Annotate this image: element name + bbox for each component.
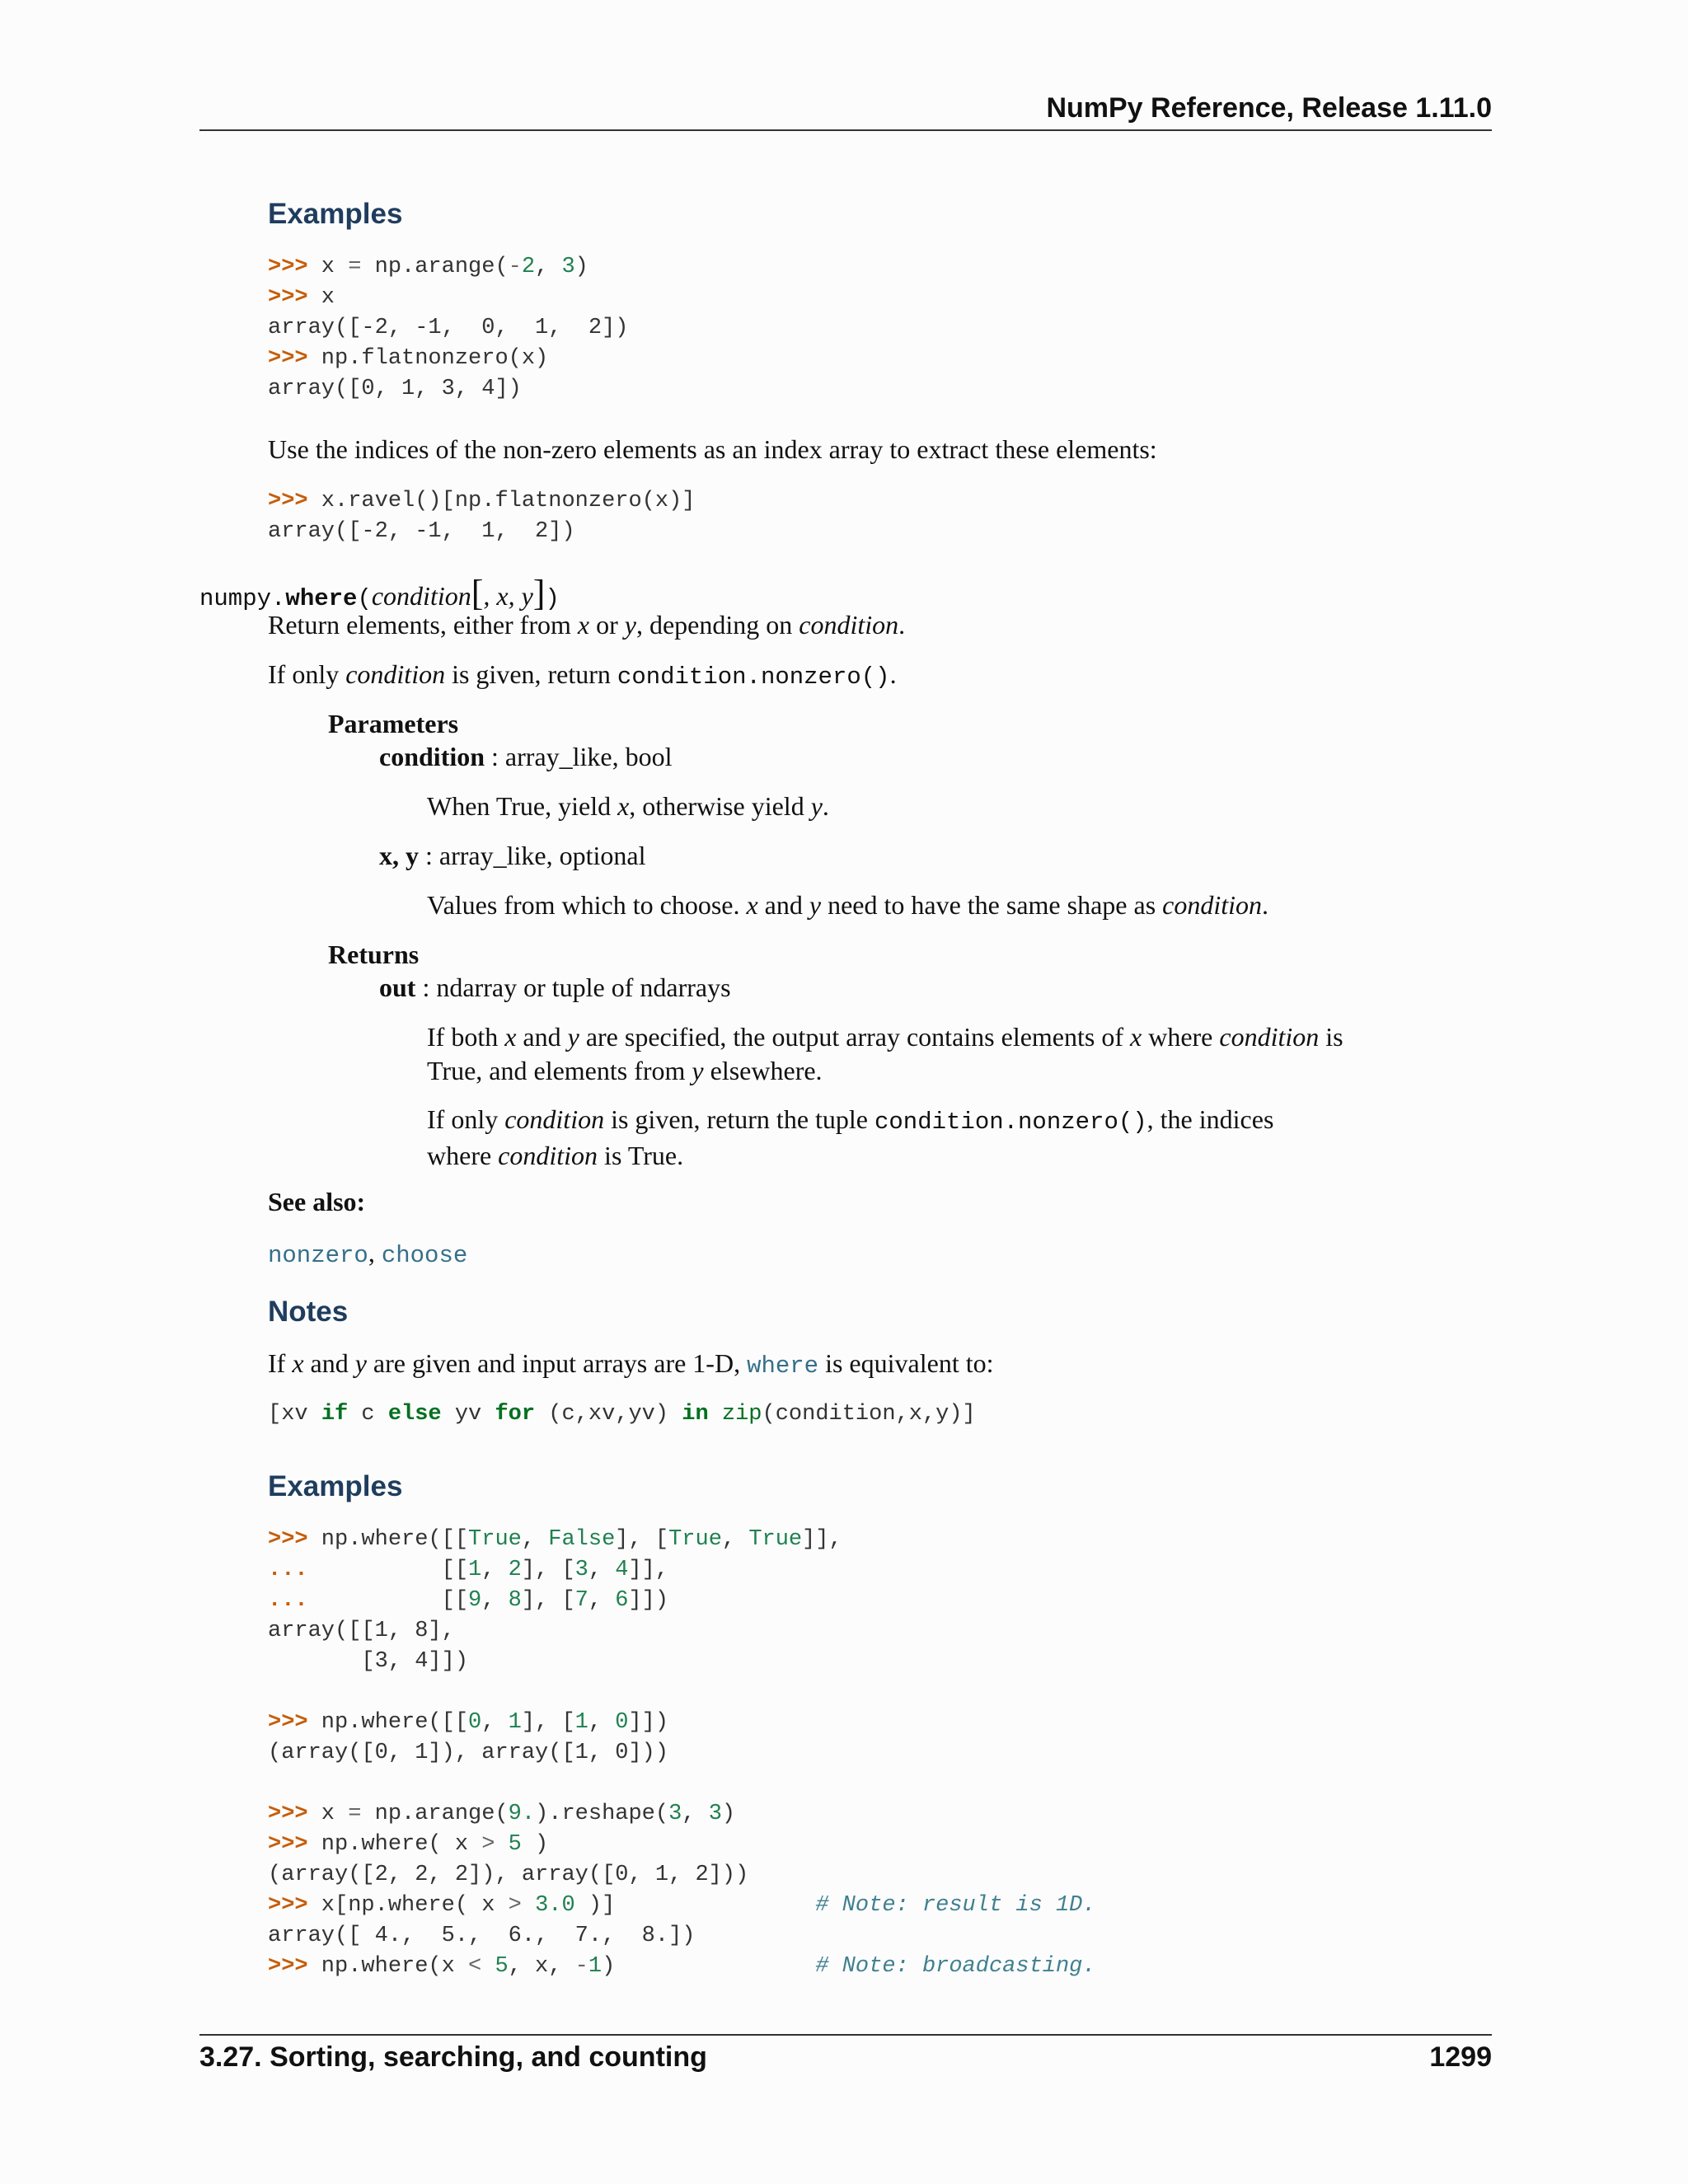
code-block-flatnonzero: >>> x = np.arange(-2, 3) >>> x array([-2, -1, 0, 1, 2]) >>> np.flatnonzero(x) array([0, 1, 3, 4]) bbox=[268, 255, 629, 401]
link-nonzero[interactable]: nonzero bbox=[268, 1242, 368, 1269]
returns-heading: Returns bbox=[328, 940, 420, 969]
param-xy: x, y : array_like, optional bbox=[379, 841, 646, 870]
param-xy-desc: Values from which to choose. x and y need to have the same shape as condition. bbox=[427, 890, 1269, 920]
param-condition: condition : array_like, bool bbox=[379, 742, 673, 771]
function-signature: numpy.where(condition[, x, y]) bbox=[199, 573, 560, 613]
function-description: Return elements, either from x or y, depending on condition. bbox=[268, 610, 906, 640]
param-condition-desc: When True, yield x, otherwise yield y. bbox=[427, 791, 829, 821]
notes-heading: Notes bbox=[268, 1296, 349, 1328]
footer-rule bbox=[199, 2034, 1492, 2036]
use-indices-text: Use the indices of the non-zero elements as an index array to extract these elements: bbox=[268, 434, 1157, 464]
return-out: out : ndarray or tuple of ndarrays bbox=[379, 972, 731, 1002]
running-header: NumPy Reference, Release 1.11.0 bbox=[1046, 92, 1492, 124]
code-block-equivalent: [xv if c else yv for (c,xv,yv) in zip(condition,x,y)] bbox=[268, 1402, 976, 1427]
header-rule bbox=[199, 129, 1492, 131]
code-block-ravel: >>> x.ravel()[np.flatnonzero(x)] array([-2, -1, 1, 2]) bbox=[268, 489, 696, 544]
parameters-heading: Parameters bbox=[328, 709, 459, 738]
link-where[interactable]: where bbox=[747, 1352, 819, 1380]
examples2-heading: Examples bbox=[268, 1470, 403, 1502]
return-desc-1: If both x and y are specified, the output array contains elements of x where condition is True, and elements from y elsewhere. bbox=[427, 1022, 1343, 1085]
if-only-text: If only condition is given, return condition.nonzero(). bbox=[268, 659, 897, 691]
page-number: 1299 bbox=[1429, 2041, 1492, 2073]
return-desc-2: If only condition is given, return the tuple condition.nonzero(), the indices where condition is True. bbox=[427, 1104, 1274, 1170]
code-block-where-examples: >>> np.where([[True, False], [True, True]], ... [[1, 2], [3, 4]], ... [[9, 8], [7, 6]]) array([[1, 8], [3, 4]]) >>> np.where([[0, 1], [1, 0]]) (array([0, 1]), array([1, 0])) >>> x = np.arange(9.).reshape(3, 3) >>> np.where( x > 5 ) (array([2, 2, 2]), array([0, 1, 2])) >>> x[np.where( x > 3.0 )] # Note: result is 1D. array([ 4., 5., 6., 7., 8.]) >>> np.where(x < 5, x, -1) # Note: broadcasting. bbox=[268, 1527, 1096, 1979]
footer-section: 3.27. Sorting, searching, and counting bbox=[199, 2041, 707, 2073]
see-also-links: nonzero, choose bbox=[268, 1238, 468, 1269]
notes-text: If x and y are given and input arrays are 1-D, where is equivalent to: bbox=[268, 1348, 994, 1380]
see-also-heading: See also: bbox=[268, 1187, 366, 1216]
examples-heading: Examples bbox=[268, 198, 403, 230]
link-choose[interactable]: choose bbox=[381, 1242, 468, 1269]
